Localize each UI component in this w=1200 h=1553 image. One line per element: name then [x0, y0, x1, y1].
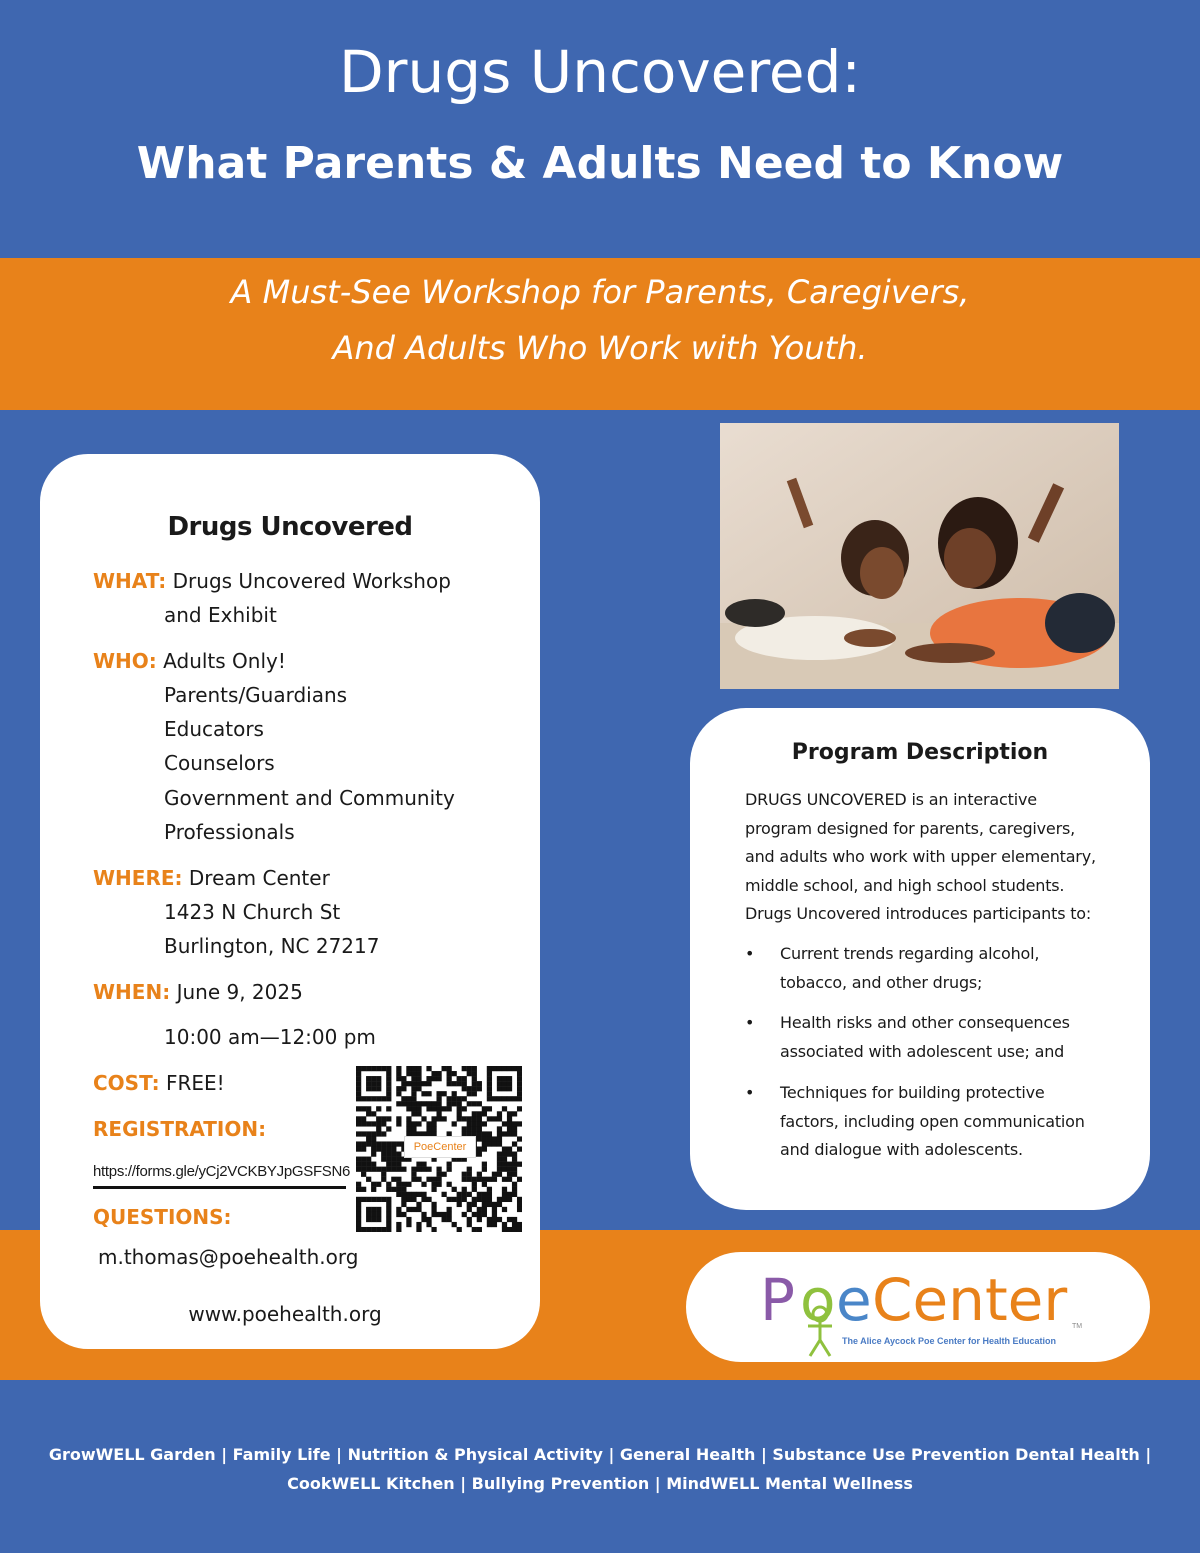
- bullet-text: factors, including open communication: [780, 1111, 1085, 1131]
- when-time: 10:00 am—12:00 pm: [164, 1025, 376, 1049]
- footer-line-2: CookWELL Kitchen | Bullying Prevention | MindWELL Mental Wellness: [287, 1474, 913, 1493]
- poe-center-logo: [686, 1252, 1150, 1362]
- bullet-text: tobacco, and other drugs;: [780, 972, 983, 992]
- tagline-line-2: And Adults Who Work with Youth.: [332, 329, 868, 367]
- event-details-card: [40, 454, 540, 1349]
- bullet-icon: •: [745, 1083, 755, 1102]
- who-item: Professionals: [164, 820, 295, 844]
- program-bullet: [745, 1079, 1125, 1165]
- svg-text:Center: Center: [872, 1266, 1068, 1334]
- where-label: WHERE:: [93, 866, 183, 890]
- svg-text:o: o: [800, 1266, 836, 1334]
- footer-programs: [0, 1440, 1200, 1498]
- when-date: June 9, 2025: [176, 980, 303, 1004]
- who-row: [93, 644, 286, 678]
- event-details-title: Drugs Uncovered: [167, 512, 413, 542]
- where-row: [93, 861, 330, 895]
- bullet-text: Health risks and other consequences: [780, 1013, 1070, 1032]
- questions-row: [93, 1200, 232, 1234]
- registration-link[interactable]: https://forms.gle/yCj2VCKBYJpGSFSN6: [93, 1163, 346, 1189]
- registration-qr-code[interactable]: [356, 1066, 522, 1232]
- when-label: WHEN:: [93, 980, 171, 1004]
- where-street: 1423 N Church St: [164, 900, 341, 924]
- cost-label: COST:: [93, 1071, 160, 1095]
- intro-line: middle school, and high school students.: [745, 875, 1065, 895]
- bullet-text: and dialogue with adolescents.: [780, 1140, 1023, 1159]
- parent-child-photo: [720, 423, 1119, 689]
- website-link[interactable]: www.poehealth.org: [188, 1302, 382, 1326]
- svg-text:e: e: [836, 1266, 872, 1334]
- tagline-line-1: A Must-See Workshop for Parents, Caregivers,: [230, 273, 970, 311]
- cost-row: [93, 1066, 225, 1100]
- what-label: WHAT:: [93, 569, 167, 593]
- bullet-text: associated with adolescent use; and: [780, 1041, 1065, 1061]
- what-value: Drugs Uncovered Workshop: [172, 569, 451, 593]
- svg-text:P: P: [760, 1266, 795, 1334]
- intro-line: Drugs Uncovered introduces participants to:: [745, 904, 1092, 923]
- cost-value: FREE!: [166, 1071, 225, 1095]
- bullet-text: Techniques for building protective: [780, 1083, 1045, 1102]
- tagline: [0, 264, 1200, 376]
- where-value: Dream Center: [188, 866, 330, 890]
- where-city: Burlington, NC 27217: [164, 934, 380, 958]
- who-value: Adults Only!: [163, 649, 286, 673]
- program-description-intro: [745, 786, 1125, 929]
- program-description-card: [690, 708, 1150, 1210]
- who-item: Government and Community: [164, 786, 455, 810]
- who-item: Counselors: [164, 751, 275, 775]
- who-item: Educators: [164, 717, 264, 741]
- program-description-title: Program Description: [791, 740, 1049, 765]
- when-row: [93, 975, 303, 1009]
- footer-line-1: GrowWELL Garden | Family Life | Nutrition & Physical Activity | General Health | Substance Use Prevention Dental Health |: [48, 1445, 1152, 1464]
- what-row: [93, 564, 451, 598]
- page-title: Drugs Uncovered:: [339, 38, 861, 106]
- qr-logo: PoeCenter: [404, 1136, 476, 1158]
- bullet-icon: •: [745, 944, 755, 963]
- questions-email[interactable]: m.thomas@poehealth.org: [98, 1245, 359, 1269]
- program-bullet: [745, 1009, 1125, 1066]
- intro-line: DRUGS UNCOVERED is an interactive: [745, 790, 1037, 809]
- intro-line: and adults who work with upper elementary,: [745, 847, 1096, 866]
- registration-label: REGISTRATION:: [93, 1117, 267, 1141]
- questions-label: QUESTIONS:: [93, 1205, 232, 1229]
- logo-trademark: TM: [1072, 1323, 1083, 1330]
- page-subtitle: What Parents & Adults Need to Know: [136, 138, 1064, 189]
- registration-row: [93, 1112, 266, 1146]
- bullet-text: Current trends regarding alcohol,: [780, 944, 1040, 963]
- who-label: WHO:: [93, 649, 157, 673]
- program-bullet: [745, 940, 1125, 997]
- what-value-line-2: and Exhibit: [164, 603, 277, 627]
- who-item: Parents/Guardians: [164, 683, 348, 707]
- logo-tagline: The Alice Aycock Poe Center for Health Education: [842, 1336, 1057, 1346]
- intro-line: program designed for parents, caregivers,: [745, 818, 1075, 838]
- bullet-icon: •: [745, 1013, 755, 1032]
